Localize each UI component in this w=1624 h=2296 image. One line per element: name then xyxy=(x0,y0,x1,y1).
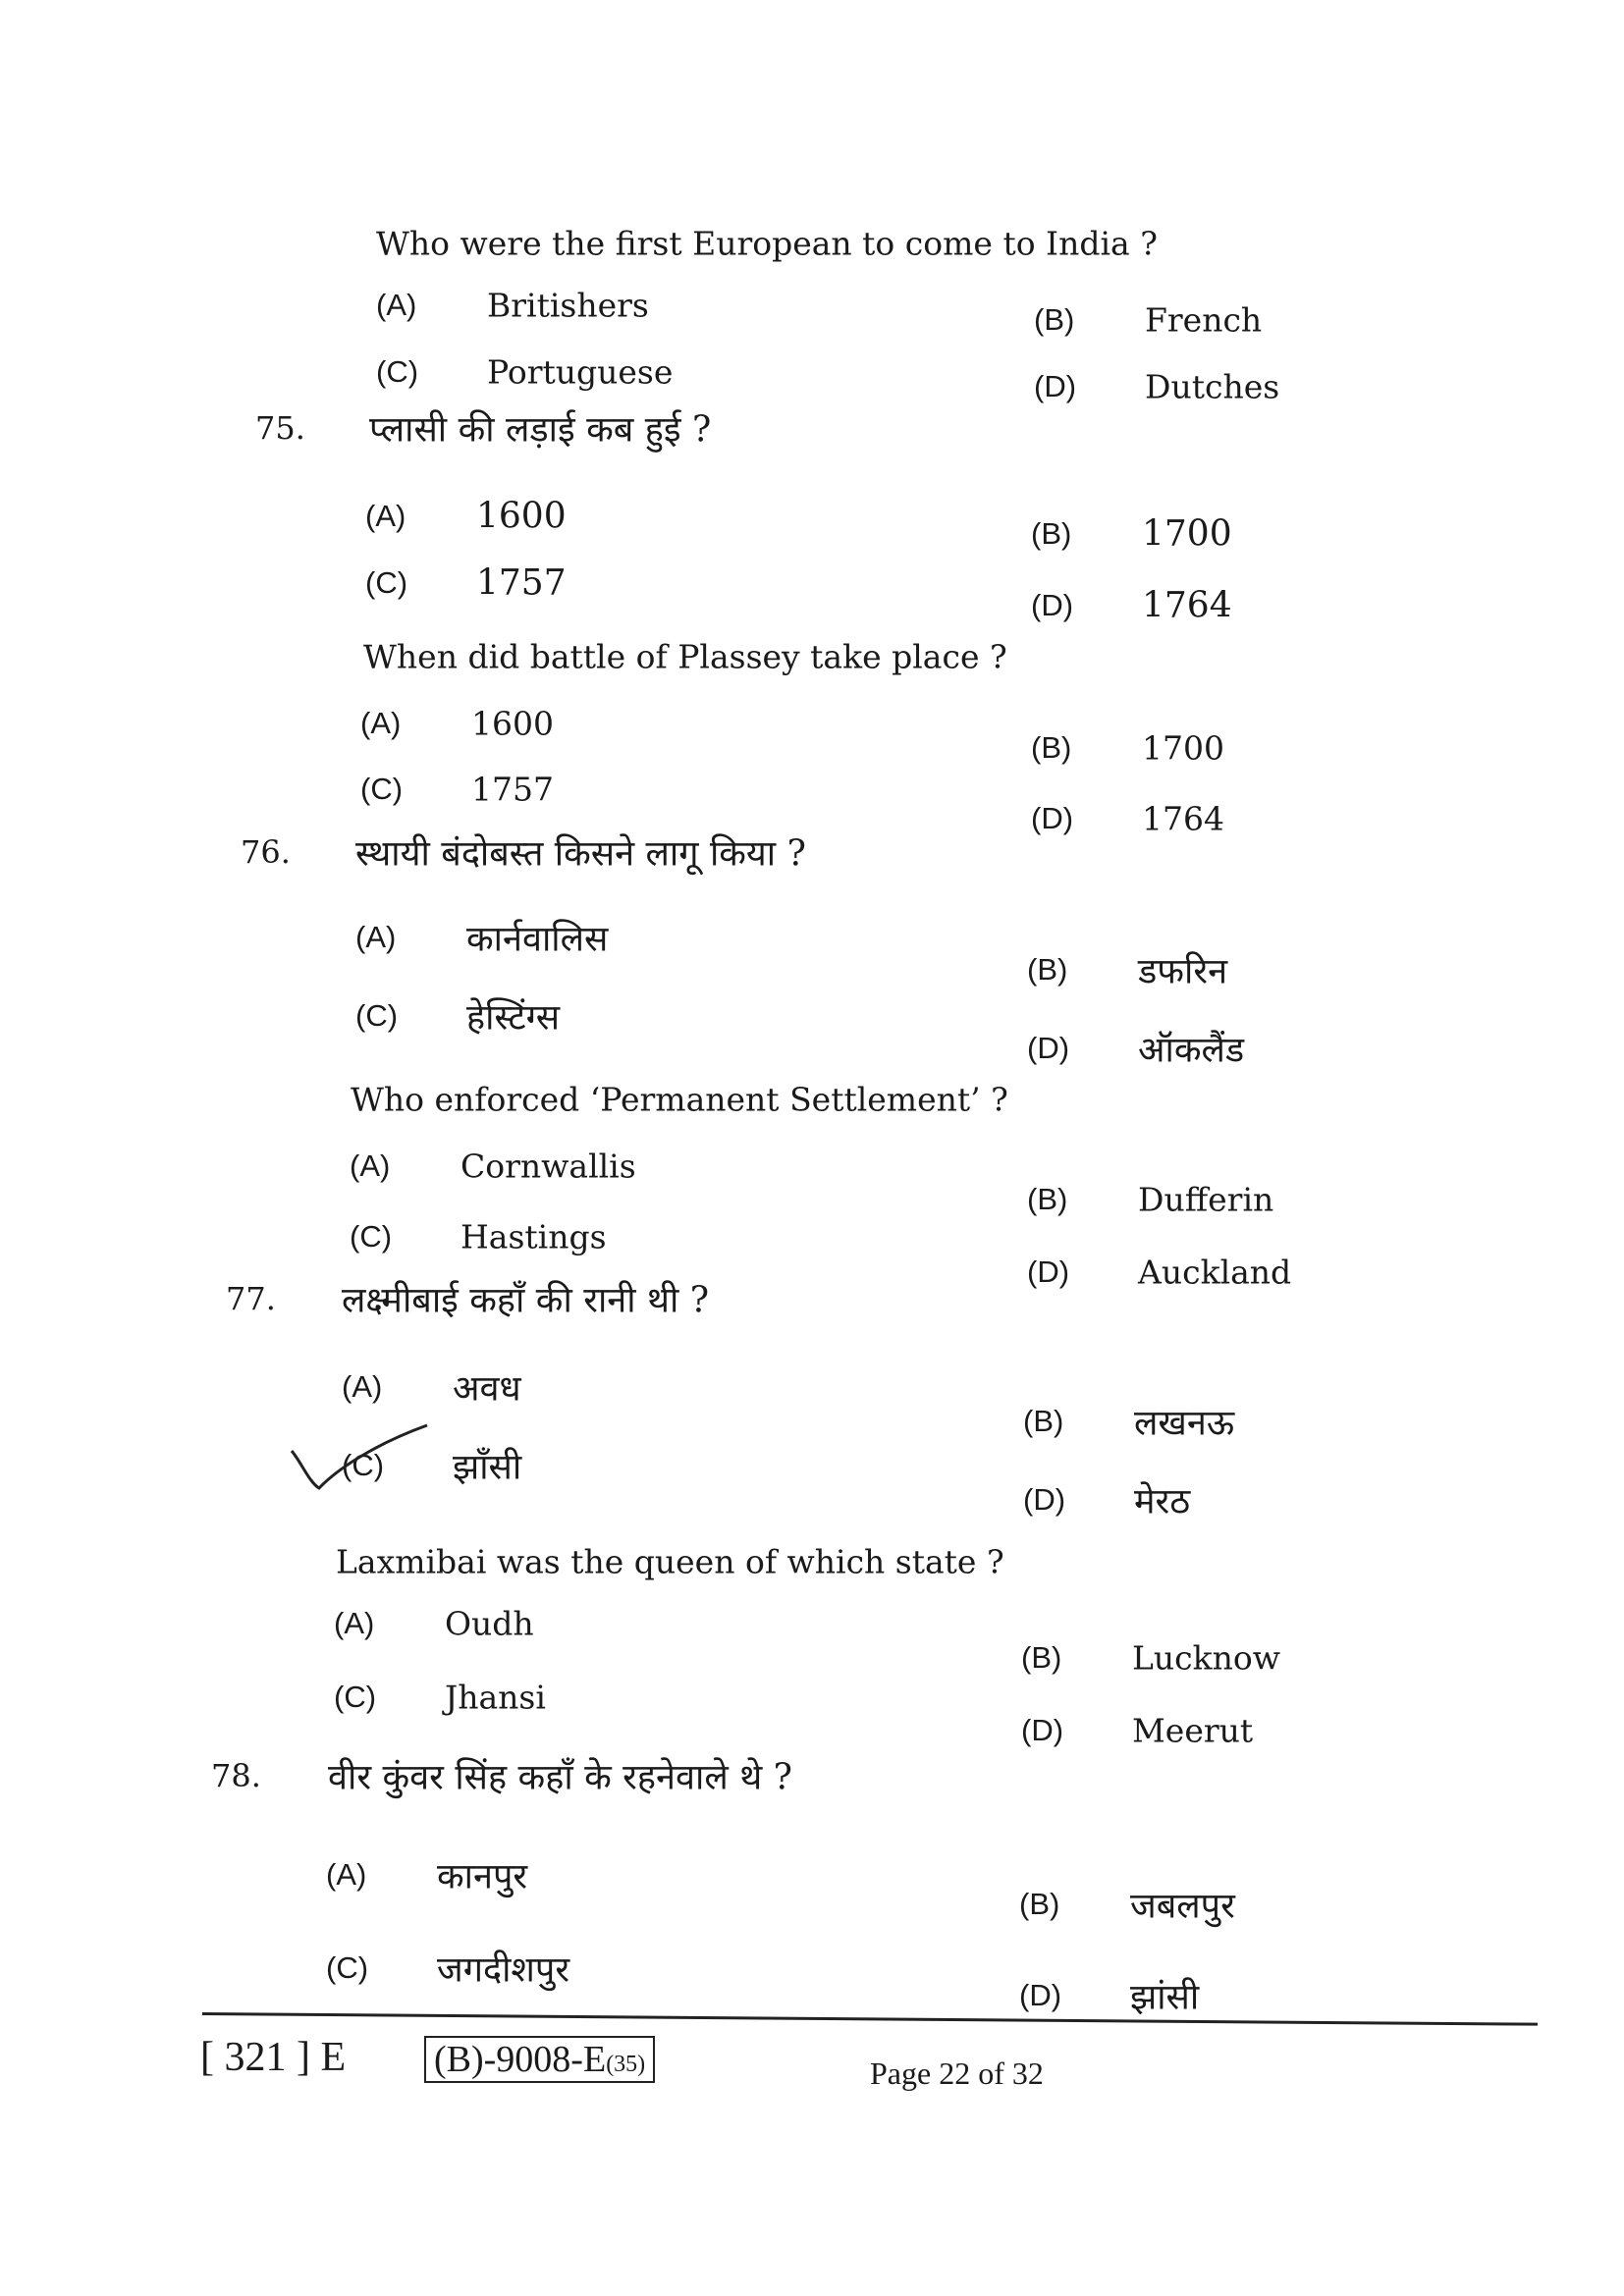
booklet-code: (B)-9008-E xyxy=(434,2039,607,2080)
question-text: प्लासी की लड़ाई कब हुई ? xyxy=(369,409,712,451)
page-number: Page 22 of 32 xyxy=(870,2056,1044,2091)
option-label: (C) xyxy=(326,1950,369,1985)
footer-divider xyxy=(202,2012,1538,2026)
option-label: (D) xyxy=(1023,1482,1066,1517)
option-label: (B) xyxy=(1031,516,1072,551)
option-label: (B) xyxy=(1021,1640,1062,1675)
option-label: (D) xyxy=(1027,1255,1070,1289)
question-number: 77. xyxy=(226,1280,276,1317)
option-text: Hastings xyxy=(460,1217,607,1256)
question-number: 75. xyxy=(255,409,305,447)
option-label: (C) xyxy=(360,772,404,806)
option-text: Dufferin xyxy=(1138,1180,1274,1219)
option-text: French xyxy=(1145,300,1263,340)
option-text: Meerut xyxy=(1132,1711,1254,1750)
question-text: Who were the first European to come to India ? xyxy=(376,224,1158,263)
option-label: (D) xyxy=(1031,588,1074,622)
option-label: (C) xyxy=(376,354,419,389)
booklet-code-box xyxy=(424,2036,655,2083)
option-label: (A) xyxy=(326,1857,367,1892)
option-text: जबलपुर xyxy=(1130,1886,1235,1927)
option-text: Dutches xyxy=(1145,367,1280,406)
option-label: (C) xyxy=(365,565,408,600)
option-text: 1757 xyxy=(471,770,554,809)
option-text: कार्नवालिस xyxy=(466,919,609,960)
option-label: (A) xyxy=(376,288,417,322)
option-label: (D) xyxy=(1021,1713,1064,1747)
option-label: (A) xyxy=(365,499,406,533)
option-text: 1764 xyxy=(1142,585,1232,626)
option-text: 1700 xyxy=(1142,728,1224,768)
question-text: When did battle of Plassey take place ? xyxy=(363,637,1007,676)
option-text: Jhansi xyxy=(445,1678,546,1717)
option-label: (C) xyxy=(334,1680,377,1714)
option-text: जगदीशपुर xyxy=(437,1949,570,1991)
option-label: (B) xyxy=(1027,952,1068,987)
option-text: ऑकलैंड xyxy=(1138,1030,1245,1071)
option-label: (A) xyxy=(355,920,397,954)
option-text: 1600 xyxy=(476,496,567,537)
question-number: 76. xyxy=(241,833,291,871)
booklet-subcode: (35) xyxy=(606,2052,646,2077)
option-text: 1764 xyxy=(1142,799,1224,838)
option-label: (D) xyxy=(1034,369,1077,403)
option-text: डफरिन xyxy=(1138,951,1228,992)
option-text: Cornwallis xyxy=(460,1147,636,1186)
option-text: Portuguese xyxy=(487,352,674,392)
option-text: Auckland xyxy=(1138,1253,1292,1292)
option-label: (C) xyxy=(355,998,399,1033)
option-label: (A) xyxy=(334,1606,375,1640)
option-text: हेस्टिंग्स xyxy=(466,997,561,1039)
option-text: Oudh xyxy=(445,1604,534,1643)
footer-code: [ 321 ] E xyxy=(200,2035,347,2080)
question-text: Who enforced ‘Permanent Settlement’ ? xyxy=(351,1080,1008,1119)
option-text: 1757 xyxy=(476,562,567,604)
option-text: Britishers xyxy=(487,286,649,325)
option-label: (D) xyxy=(1031,801,1074,835)
question-text: वीर कुंवर सिंह कहाँ के रहनेवाले थे ? xyxy=(328,1757,792,1798)
option-text: Lucknow xyxy=(1132,1638,1281,1678)
option-label: (B) xyxy=(1034,302,1075,337)
option-label: (B) xyxy=(1027,1182,1068,1216)
option-label: (B) xyxy=(1023,1404,1064,1438)
option-text: लखनऊ xyxy=(1134,1403,1235,1444)
option-label: (C) xyxy=(350,1219,393,1254)
option-label: (D) xyxy=(1019,1978,1062,2012)
question-text: लक्ष्मीबाई कहाँ की रानी थी ? xyxy=(342,1280,710,1321)
option-text: 1700 xyxy=(1142,513,1232,555)
option-text: 1600 xyxy=(471,704,554,743)
option-label: (B) xyxy=(1019,1887,1060,1921)
handwritten-tick-mark xyxy=(290,1423,437,1502)
option-text: मेरठ xyxy=(1134,1481,1191,1522)
question-text: स्थायी बंदोबस्त किसने लागू किया ? xyxy=(355,833,806,875)
option-label: (C) xyxy=(342,1448,385,1482)
question-text: Laxmibai was the queen of which state ? xyxy=(336,1542,1004,1581)
option-label: (D) xyxy=(1027,1031,1070,1065)
option-label: (A) xyxy=(360,706,402,740)
option-label: (A) xyxy=(350,1148,391,1183)
option-text: झाँसी xyxy=(453,1447,522,1488)
option-text: अवध xyxy=(453,1368,521,1410)
option-label: (B) xyxy=(1031,730,1072,765)
option-label: (A) xyxy=(342,1369,383,1404)
option-text: झांसी xyxy=(1130,1977,1200,2018)
option-text: कानपुर xyxy=(437,1856,528,1897)
question-number: 78. xyxy=(211,1757,261,1794)
